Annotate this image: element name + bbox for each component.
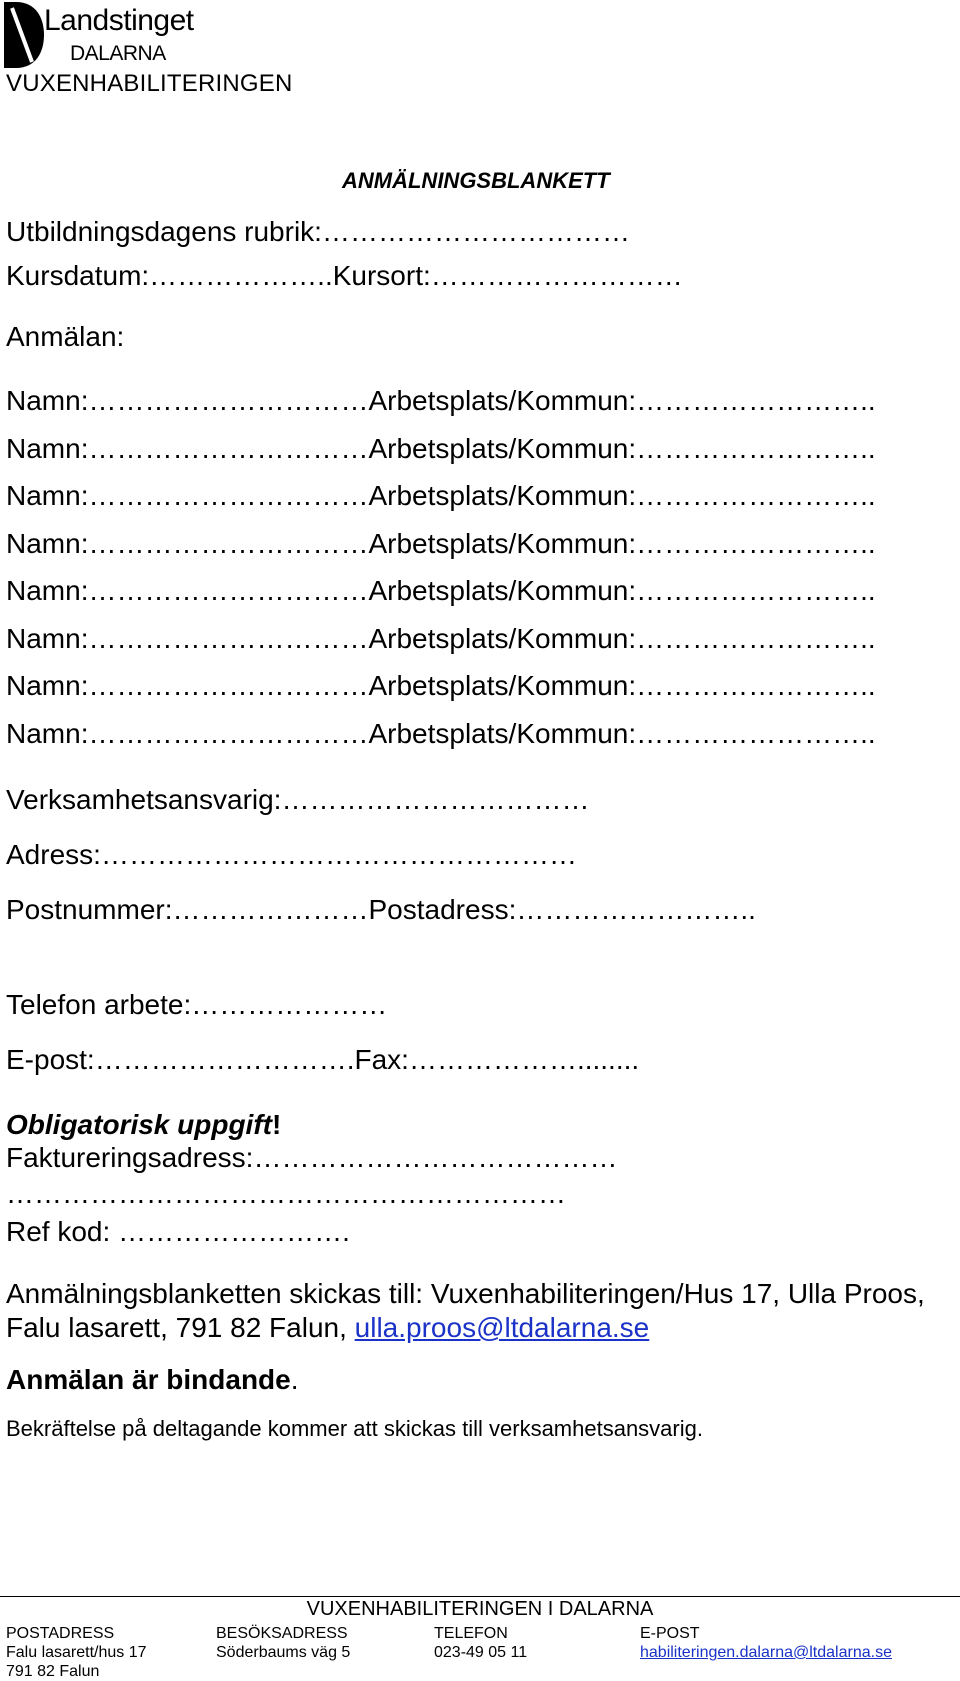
- field-end: ..: [860, 528, 876, 559]
- footer-besoksadress: [216, 1624, 350, 1662]
- mandatory-text: Obligatorisk uppgift: [6, 1109, 272, 1140]
- footer-postadress: [6, 1624, 147, 1681]
- field-end: ..: [860, 575, 876, 606]
- fill-dots: …………………………: [88, 480, 369, 511]
- confirmation-text: Bekräftelse på deltagande kommer att skickas till verksamhetsansvarig.: [6, 1416, 703, 1441]
- binding-dot: .: [290, 1364, 299, 1395]
- fill-dots: ……………………: [636, 528, 861, 559]
- field-faktureringsadress-cont[interactable]: [6, 1180, 566, 1208]
- fill-dots: ……………………: [636, 718, 861, 749]
- fill-dots: ……………………: [636, 575, 861, 606]
- fill-dots: ………………: [408, 1044, 577, 1075]
- mandatory-notice: [6, 1111, 281, 1139]
- footer-divider: [0, 1596, 960, 1597]
- fill-dots: ……………………: [118, 1216, 343, 1247]
- field-namn-2[interactable]: [6, 435, 876, 463]
- field-end: ..: [860, 385, 876, 416]
- footer-label: BESÖKSADRESS: [216, 1625, 348, 1642]
- send-text: Anmälningsblanketten skickas till: Vuxenhabiliteringen/Hus 17, Ulla Proos, Falu lasarett, 791 82 Falun,: [6, 1278, 925, 1343]
- fill-dots: …………………………: [88, 433, 369, 464]
- field-namn-4[interactable]: [6, 530, 876, 558]
- field-refkod[interactable]: [6, 1218, 350, 1246]
- field-label: Arbetsplats/Kommun:: [368, 385, 637, 416]
- field-label: ..Kursort:: [317, 260, 431, 291]
- field-adress[interactable]: [6, 841, 577, 869]
- footer-email-link[interactable]: habiliteringen.dalarna@ltdalarna.se: [640, 1644, 892, 1661]
- field-verksamhetsansvarig[interactable]: [6, 786, 589, 814]
- fill-dots: …………………………: [88, 575, 369, 606]
- field-label: E-post:: [6, 1044, 95, 1075]
- fill-dots: ………………………: [94, 1044, 347, 1075]
- field-label: Namn:: [6, 528, 89, 559]
- field-label: Namn:: [6, 623, 89, 654]
- field-label: Postadress:: [368, 894, 517, 925]
- fill-dots: ……………………………: [281, 784, 590, 815]
- fill-dots: ……………………………………………………: [6, 1178, 566, 1209]
- field-label: Arbetsplats/Kommun:: [368, 433, 637, 464]
- fill-dots: ………………………: [430, 260, 683, 291]
- field-kursdatum[interactable]: [6, 262, 683, 290]
- field-label: .Fax:: [346, 1044, 409, 1075]
- binding-text: Anmälan är bindande: [6, 1364, 291, 1395]
- field-end: ..: [860, 433, 876, 464]
- footer-value: Falu lasarett/hus 17: [6, 1644, 147, 1661]
- fill-dots: ……………………: [636, 670, 861, 701]
- field-label: Namn:: [6, 480, 89, 511]
- field-namn-6[interactable]: [6, 625, 876, 653]
- field-label: Arbetsplats/Kommun:: [368, 528, 637, 559]
- field-end: ..: [860, 670, 876, 701]
- send-instructions: [6, 1277, 926, 1345]
- fill-dots: …………………………: [88, 385, 369, 416]
- field-telefon-arbete[interactable]: [6, 991, 387, 1019]
- field-label: Arbetsplats/Kommun:: [368, 480, 637, 511]
- footer-telefon: [434, 1624, 527, 1662]
- field-label: Verksamhetsansvarig:: [6, 784, 282, 815]
- field-label: Arbetsplats/Kommun:: [368, 670, 637, 701]
- landstinget-logo: [0, 0, 200, 72]
- footer-value: 023-49 05 11: [434, 1644, 528, 1661]
- fill-dots: ……………………: [636, 385, 861, 416]
- field-label: Utbildningsdagens rubrik:: [6, 216, 322, 247]
- fill-dots: …………………………: [88, 670, 369, 701]
- landstinget-d-icon: [2, 0, 46, 70]
- field-label: Namn:: [6, 670, 89, 701]
- fill-dots: ……………………: [636, 623, 861, 654]
- footer-value: 791 82 Falun: [6, 1663, 100, 1680]
- footer-label: E-POST: [640, 1625, 700, 1642]
- field-rubrik[interactable]: [6, 218, 630, 246]
- field-label: Namn:: [6, 385, 89, 416]
- field-namn-7[interactable]: [6, 672, 876, 700]
- field-end: ..: [860, 623, 876, 654]
- footer-label: TELEFON: [434, 1625, 508, 1642]
- field-label: Adress:: [6, 839, 101, 870]
- field-end: ........: [576, 1044, 640, 1075]
- field-namn-8[interactable]: [6, 720, 876, 748]
- binding-notice: [6, 1363, 926, 1397]
- field-epost-fax[interactable]: [6, 1046, 639, 1074]
- footer-epost: [640, 1624, 892, 1662]
- field-label: Telefon arbete:: [6, 989, 192, 1020]
- field-label: Postnummer:: [6, 894, 173, 925]
- logo-text-landstinget: Landstinget: [44, 4, 194, 37]
- footer-value: Söderbaums väg 5: [216, 1644, 351, 1661]
- fill-dots: ………………: [149, 260, 318, 291]
- fill-dots: …………………………: [88, 718, 369, 749]
- fill-dots: …………………………: [88, 528, 369, 559]
- fill-dots: ……………………: [636, 480, 861, 511]
- fill-dots: ……………………………: [321, 216, 630, 247]
- field-namn-5[interactable]: [6, 577, 876, 605]
- field-label: Arbetsplats/Kommun:: [368, 718, 637, 749]
- field-end: ..: [860, 718, 876, 749]
- logo-text-dalarna: DALARNA: [70, 42, 166, 65]
- field-label: Arbetsplats/Kommun:: [368, 575, 637, 606]
- field-label: Faktureringsadress:: [6, 1142, 254, 1173]
- department-name: VUXENHABILITERINGEN: [6, 70, 293, 97]
- field-label: Ref kod:: [6, 1216, 119, 1247]
- contact-email-link[interactable]: ulla.proos@ltdalarna.se: [354, 1312, 650, 1343]
- field-label: Namn:: [6, 433, 89, 464]
- field-end: ..: [740, 894, 756, 925]
- field-label: Kursdatum:: [6, 260, 150, 291]
- footer-label: POSTADRESS: [6, 1625, 115, 1642]
- footer-title: VUXENHABILITERINGEN I DALARNA: [306, 1598, 654, 1620]
- field-label: Namn:: [6, 575, 89, 606]
- field-label: Namn:: [6, 718, 89, 749]
- section-anmalan: Anmälan:: [6, 321, 125, 352]
- field-postnummer[interactable]: [6, 896, 756, 924]
- fill-dots: …………………: [191, 989, 388, 1020]
- fill-dots: …………………: [172, 894, 369, 925]
- fill-dots: …………………………: [88, 623, 369, 654]
- fill-dots: ……………………: [516, 894, 741, 925]
- field-end: .: [342, 1216, 350, 1247]
- field-faktureringsadress[interactable]: [6, 1144, 617, 1172]
- fill-dots: …………………………………: [253, 1142, 618, 1173]
- field-end: ..: [860, 480, 876, 511]
- field-namn-1[interactable]: [6, 387, 876, 415]
- fill-dots: ……………………………………………: [100, 839, 577, 870]
- form-title: ANMÄLNINGSBLANKETT: [342, 168, 610, 193]
- fill-dots: ……………………: [636, 433, 861, 464]
- mandatory-mark: !: [272, 1109, 282, 1140]
- field-namn-3[interactable]: [6, 482, 876, 510]
- field-label: Arbetsplats/Kommun:: [368, 623, 637, 654]
